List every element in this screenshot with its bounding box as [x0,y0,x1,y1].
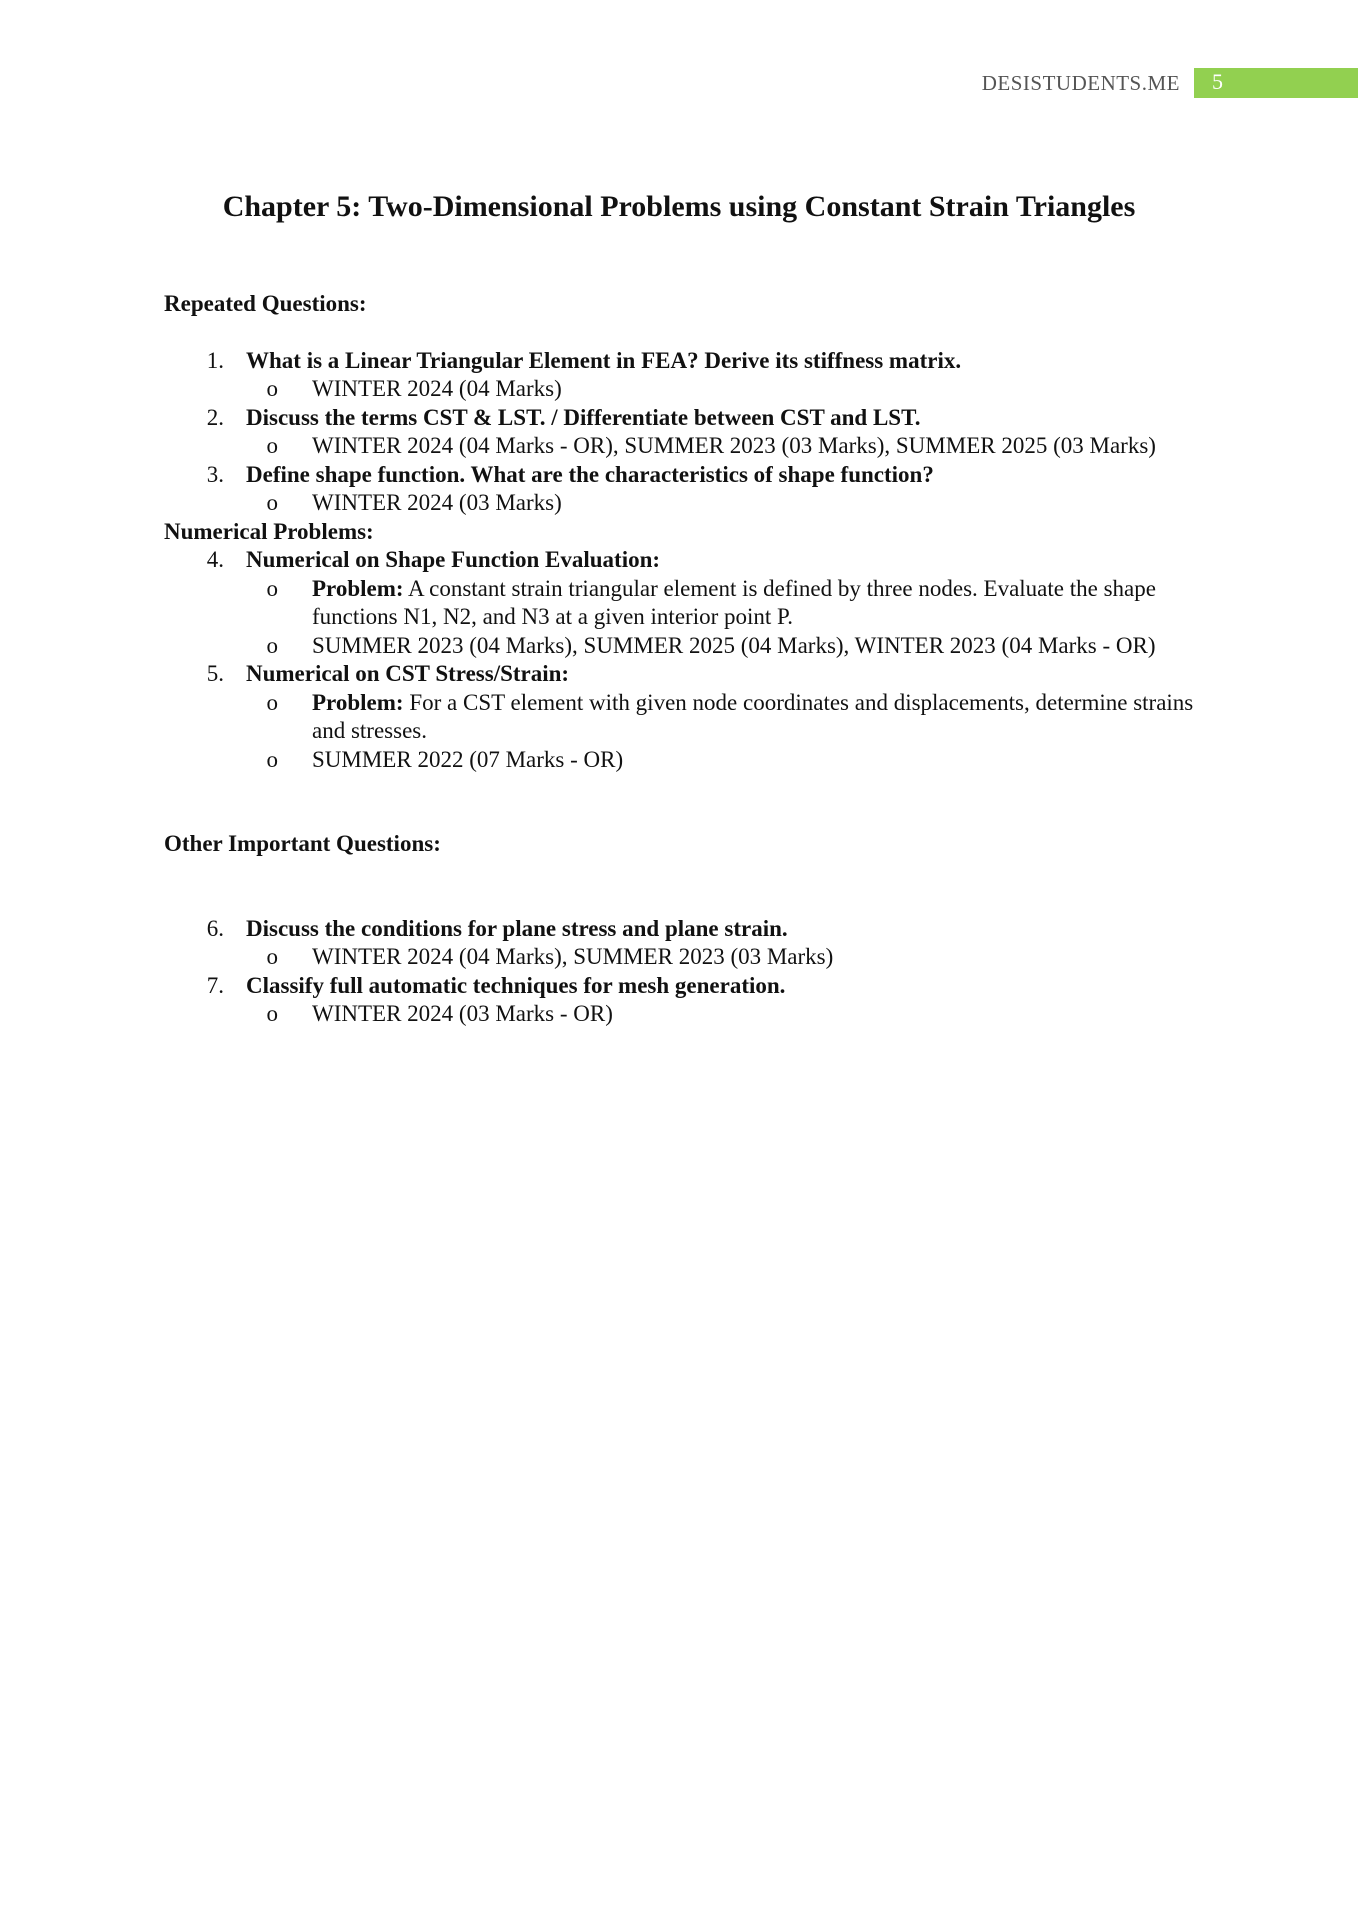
problem-item [164,575,1204,632]
section-heading-repeated: Repeated Questions: [164,291,367,316]
question-number: 5. [206,661,224,686]
question-number: 3. [206,461,224,487]
problem-description: A constant strain triangular element is defined by three nodes. Evaluate the shape functions N1, N2, and N3 at a given interior point P. [312,575,1156,629]
question-number: 4. [206,547,224,572]
bullet-icon: o [266,746,278,772]
question-text: Classify full automatic techniques for mesh generation. [246,972,786,998]
question-text: Numerical on CST Stress/Strain: [246,661,570,686]
session-item [164,375,1204,404]
session-item [164,489,1204,518]
section-heading-numerical: Numerical Problems: [164,518,374,544]
question-number: 2. [206,404,224,430]
problem-item [164,689,1204,746]
question-number: 7. [206,972,224,998]
bullet-icon: o [266,376,278,401]
bullet-icon: o [266,1001,278,1026]
session-text: SUMMER 2022 (07 Marks - OR) [312,746,624,772]
page-number: 5 [1194,68,1358,98]
bullet-icon: o [266,944,278,969]
question-item [164,660,1204,689]
bullet-icon: o [266,689,278,715]
question-item [164,972,1204,1001]
question-number: 1. [206,347,224,373]
session-text: SUMMER 2023 (04 Marks), SUMMER 2025 (04 Marks), WINTER 2023 (04 Marks - OR) [312,632,1156,658]
bullet-icon: o [266,490,278,515]
session-text: WINTER 2024 (04 Marks - OR), SUMMER 2023 (03 Marks), SUMMER 2025 (03 Marks) [312,433,1156,458]
problem-text [312,689,1204,746]
session-item [164,746,1204,775]
session-item [164,632,1204,661]
question-item [164,915,1204,944]
session-item [164,432,1204,461]
bullet-icon: o [266,575,278,601]
chapter-title: Chapter 5: Two-Dimensional Problems using Constant Strain Triangles [222,190,1136,223]
page-header [982,68,1358,98]
site-name: DESISTUDENTS.ME [981,70,1180,95]
question-item [164,546,1204,575]
question-text: Discuss the terms CST & LST. / Differentiate between CST and LST. [246,404,921,430]
problem-label: Problem: [312,575,404,601]
question-text: Discuss the conditions for plane stress and plane strain. [246,915,788,941]
question-text: Define shape function. What are the characteristics of shape function? [246,461,934,487]
bullet-icon: o [266,433,278,458]
session-item [164,1000,1204,1029]
bullet-icon: o [266,632,278,658]
session-text: WINTER 2024 (03 Marks - OR) [312,1001,613,1026]
section-heading-other: Other Important Questions: [164,831,441,856]
session-text: WINTER 2024 (04 Marks), SUMMER 2023 (03 Marks) [312,944,834,969]
session-item [164,943,1204,972]
question-text: Numerical on Shape Function Evaluation: [246,547,661,572]
page-content [164,290,1204,1029]
question-number: 6. [206,915,224,941]
session-text: WINTER 2024 (03 Marks) [312,490,562,515]
question-text: What is a Linear Triangular Element in FEA? Derive its stiffness matrix. [246,347,962,373]
problem-text [312,575,1204,632]
problem-description: For a CST element with given node coordinates and displacements, determine strains and stresses. [312,689,1194,743]
question-item [164,347,1204,376]
question-item [164,404,1204,433]
session-text: WINTER 2024 (04 Marks) [312,376,562,401]
question-item [164,461,1204,490]
problem-label: Problem: [312,689,404,715]
